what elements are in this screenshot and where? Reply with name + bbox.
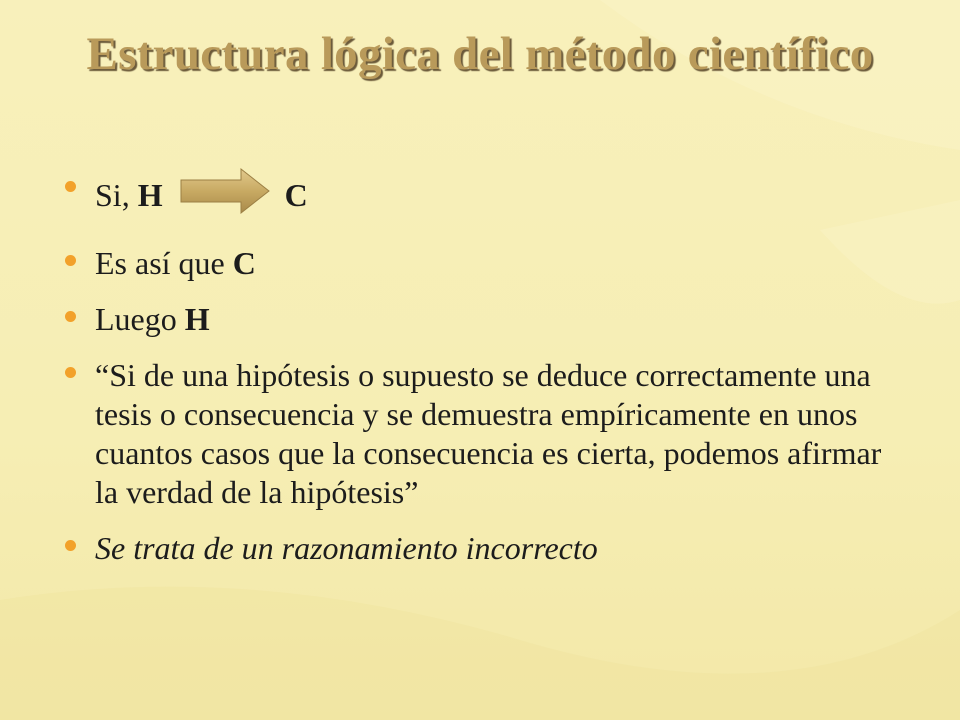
bullet-dot-icon <box>65 540 76 551</box>
bullet-bold-symbol: H <box>184 301 210 337</box>
bullet-conclusion-text: Se trata de un razonamiento incorrecto <box>95 530 598 566</box>
bullet-dot-icon <box>65 255 76 266</box>
right-arrow-icon <box>179 167 271 224</box>
bullet-prefix: Si, <box>95 176 130 213</box>
bullet-quote-text: “Si de una hipótesis o supuesto se deduce correctamente una tesis o consecuencia y se demuestra empíricamente en unos cuantos casos que la consecuencia es cierta, podemos afirmar la verdad de la hipótesis” <box>95 357 882 510</box>
bullet-dot-icon <box>65 181 76 192</box>
consequence-symbol: C <box>284 176 308 213</box>
hypothesis-symbol: H <box>137 176 163 213</box>
bullet-item-luego <box>62 300 922 339</box>
bullet-item-es-asi-que <box>62 244 922 283</box>
bullet-item-conclusion <box>62 529 922 568</box>
bullet-text: Es así que <box>95 245 225 281</box>
bullet-dot-icon <box>65 311 76 322</box>
slide-title: Estructura lógica del método científico <box>86 28 874 80</box>
bullet-item-quote <box>62 356 905 512</box>
bullet-text: Luego <box>95 301 177 337</box>
bullet-list <box>62 170 922 568</box>
bullet-item-implication <box>62 170 922 227</box>
bullet-dot-icon <box>65 367 76 378</box>
bullet-bold-symbol: C <box>232 245 256 281</box>
